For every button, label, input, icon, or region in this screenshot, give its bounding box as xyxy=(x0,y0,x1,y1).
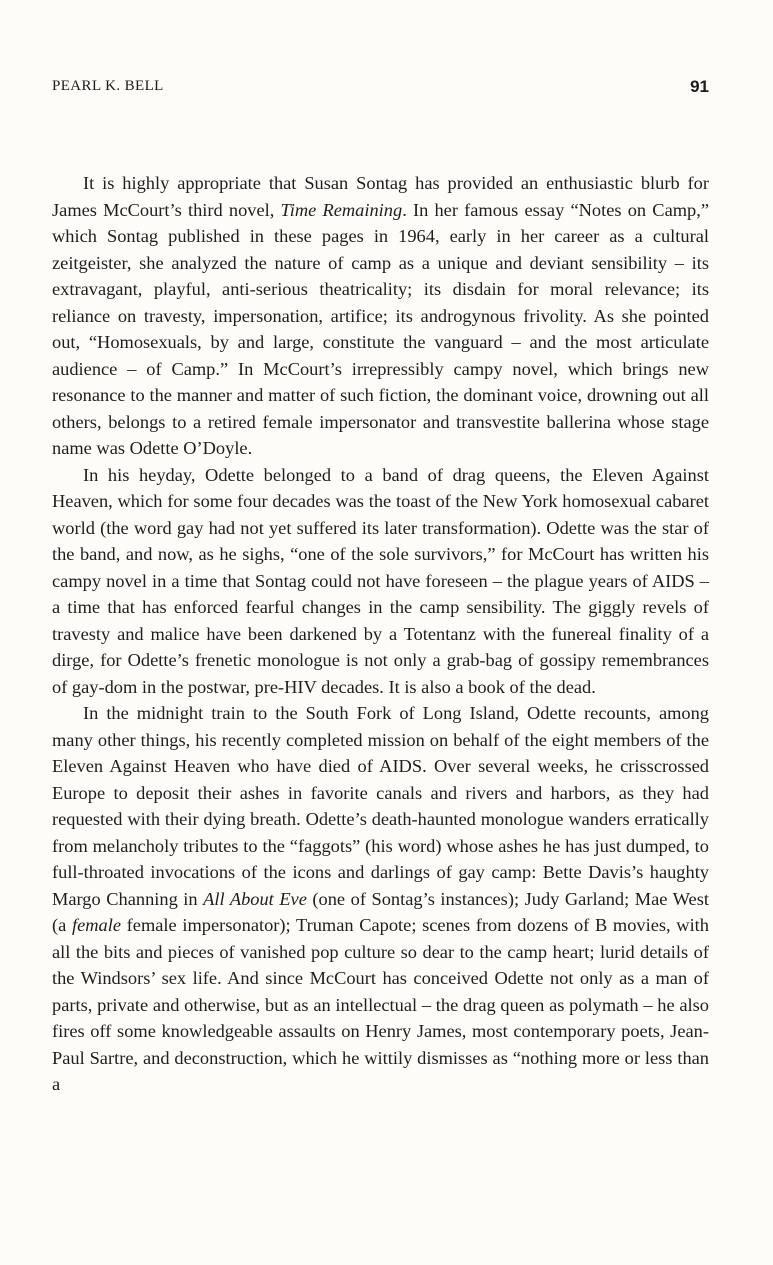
text-run: (one of Sontag’s instances); Judy Garland; Mae West (a xyxy=(52,888,709,935)
paragraph-2 xyxy=(52,462,709,701)
paragraph-1 xyxy=(52,170,709,462)
italic-title: female xyxy=(71,915,121,935)
page-number: 91 xyxy=(690,77,709,96)
italic-title: All About Eve xyxy=(203,888,307,909)
running-head-author: PEARL K. BELL xyxy=(52,78,164,94)
running-head xyxy=(52,78,709,100)
text-run: female impersonator); Truman Capote; scenes from dozens of B movies, with all the bits and pieces of vanished pop culture so dear to the camp heart; lurid details of the Windsors’ sex life. And since McCourt has conceived Odette not only as a man of parts, private and otherwise, but as an intellectual – the drag queen as polymath – he also fires off some knowledgeable assaults on Henry James, most contemporary poets, Jean-Paul Sartre, and deconstruction, which he wittily dismisses as “nothing more or less than a xyxy=(52,915,709,1094)
paragraph-3 xyxy=(52,700,709,1098)
text-run: In the midnight train to the South Fork of Long Island, Odette recounts, among many other things, his recently completed mission on behalf of the eight members of the Eleven Against Heaven who have died of AIDS. Over several weeks, he crisscrossed Europe to deposit their ashes in favorite canals and rivers and harbors, as they had requested with their dying breath. Odette’s death-haunted monologue wanders erratically from melancholy tributes to the “faggots” (his word) whose ashes he has just dumped, to full-throated invocations of the icons and darlings of gay camp: Bette Davis’s haughty Margo Channing in xyxy=(52,703,709,909)
text-run: It is highly appropriate that Susan Sontag has provided an enthusiastic blurb for James McCourt’s third novel, xyxy=(52,173,709,220)
text-run: In his heyday, Odette belonged to a band of drag queens, the Eleven Against Heaven, which for some four decades was the toast of the New York homosexual cabaret world (the word gay had not yet suffered its later transformation). Odette was the star of the band, and now, as he sighs, “one of the sole survivors,” for McCourt has written his campy novel in a time that Sontag could not have foreseen – the plague years of AIDS – a time that has enforced fearful changes in the camp sensibility. The giggly revels of travesty and malice have been darkened by a Totentanz with the funereal finality of a dirge, for Odette’s frenetic monologue is not only a grab-bag of gossipy remembrances of gay-dom in the postwar, pre-HIV decades. It is also a book of the dead. xyxy=(52,464,709,697)
italic-title: Time Remaining xyxy=(280,199,403,220)
article-body xyxy=(52,170,709,1098)
text-run: . In her famous essay “Notes on Camp,” which Sontag published in these pages in 1964, early in her career as a cultural zeitgeister, she analyzed the nature of camp as a unique and deviant sensibility – its extravagant, playful, anti-serious theatricality; its disdain for moral relevance; its reliance on travesty, impersonation, artifice; its androgynous frivolity. As she pointed out, “Homosexuals, by and large, constitute the vanguard – and the most articulate audience – of Camp.” In McCourt’s irrepressibly campy novel, which brings new resonance to the manner and matter of such fiction, the dominant voice, drowning out all others, belongs to a retired female impersonator and transvestite ballerina whose stage name was Odette O’Doyle. xyxy=(52,199,709,458)
